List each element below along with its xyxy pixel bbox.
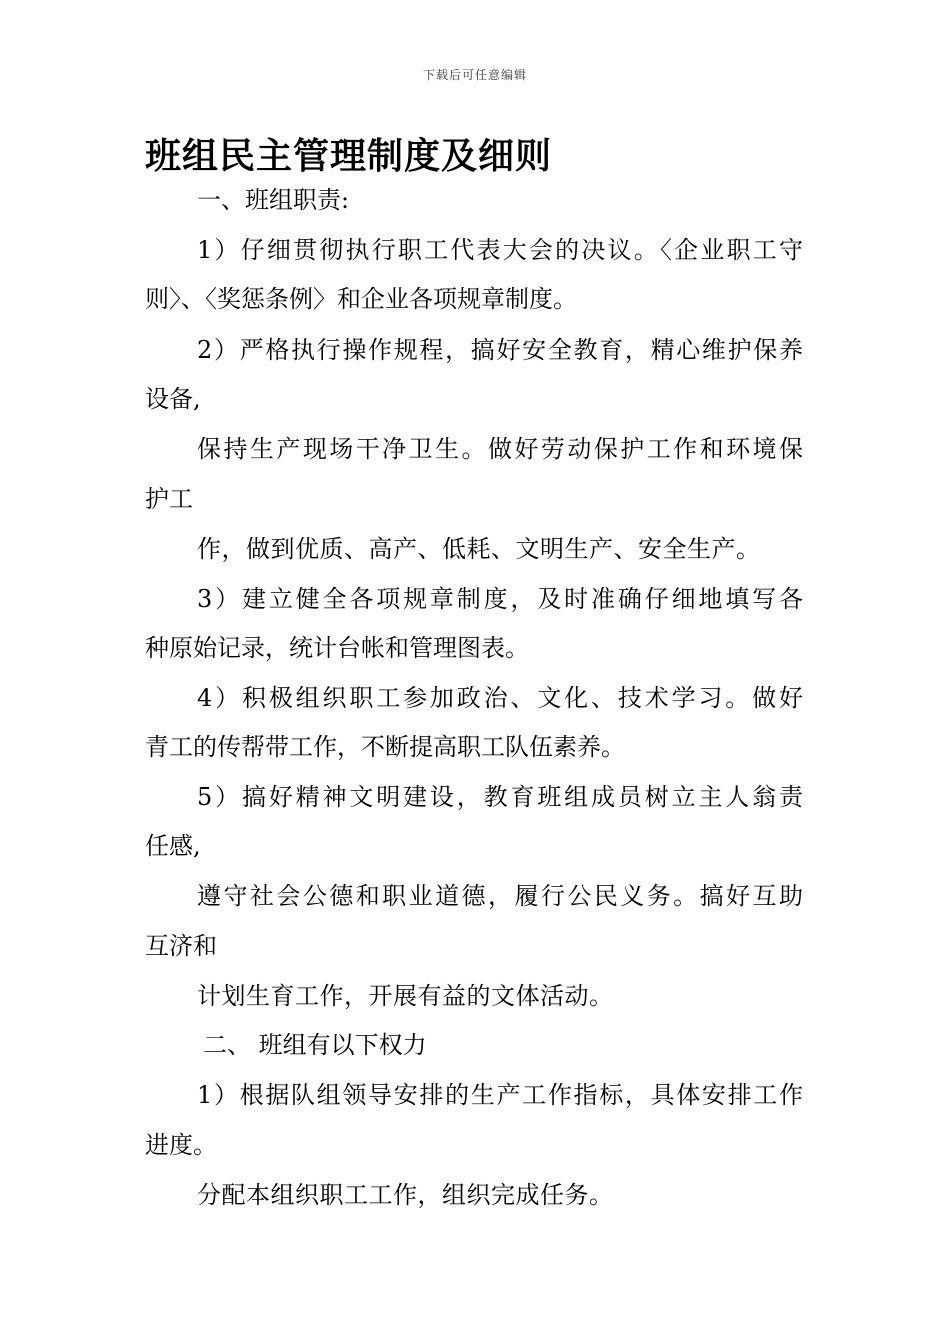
section-heading-powers: 二、 班组有以下权力	[203, 1031, 427, 1059]
paragraph-line: 4）积极组织职工参加政治、文化、技术学习。做好	[197, 684, 803, 712]
paragraph-line: 则〉、〈奖惩条例〉和企业各项规章制度。	[145, 285, 577, 313]
paragraph-line: 1）仔细贯彻执行职工代表大会的决议。〈企业职工守	[197, 236, 803, 264]
paragraph-line: 2）严格执行操作规程，搞好安全教育，精心维护保养	[197, 336, 803, 364]
section-heading-duties: 一、班组职责:	[197, 186, 350, 214]
paragraph-line: 互济和	[145, 932, 217, 960]
paragraph-line: 青工的传帮带工作，不断提高职工队伍素养。	[145, 733, 625, 761]
paragraph-line: 遵守社会公德和职业道德，履行公民义务。搞好互助	[197, 882, 803, 910]
paragraph-line: 3）建立健全各项规章制度，及时准确仔细地填写各	[197, 585, 803, 613]
paragraph-line: 任感,	[145, 832, 201, 860]
paragraph-line: 设备,	[145, 385, 201, 413]
paragraph-line: 种原始记录，统计台帐和管理图表。	[145, 634, 529, 662]
document-title: 班组民主管理制度及细则	[145, 136, 553, 177]
paragraph-line: 1）根据队组领导安排的生产工作指标，具体安排工作	[197, 1081, 803, 1109]
paragraph-line: 护工	[145, 485, 193, 513]
paragraph-line: 计划生育工作，开展有益的文体活动。	[197, 982, 614, 1010]
header-note: 下载后可任意编辑	[422, 68, 527, 82]
paragraph-line: 进度。	[145, 1131, 217, 1159]
paragraph-line: 作，做到优质、高产、低耗、文明生产、安全生产。	[197, 535, 761, 563]
paragraph-line: 分配本组织职工工作，组织完成任务。	[197, 1181, 614, 1209]
paragraph-line: 5）搞好精神文明建设，教育班组成员树立主人翁责	[197, 783, 803, 811]
paragraph-line: 保持生产现场干净卫生。做好劳动保护工作和环境保	[197, 435, 803, 463]
